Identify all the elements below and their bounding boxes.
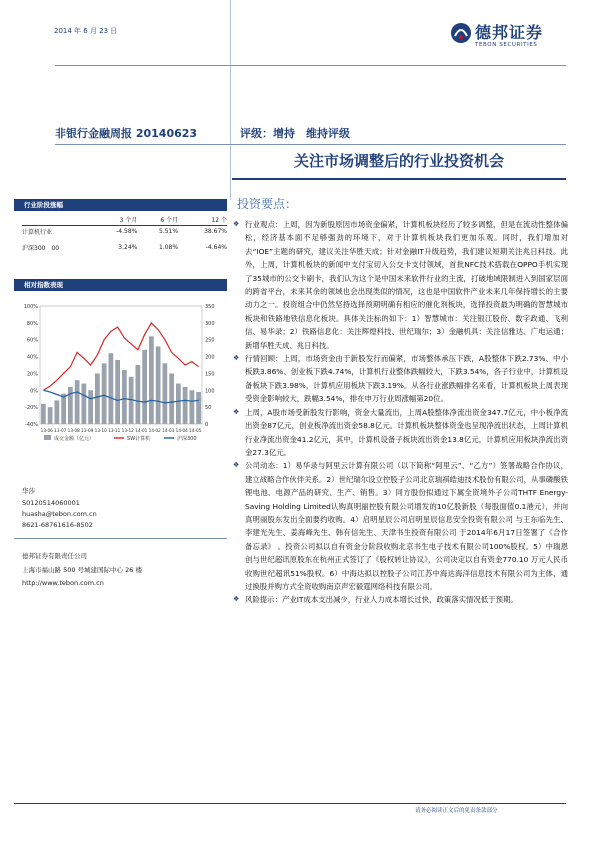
- y-left-tick-label: 80%: [26, 320, 38, 327]
- y-left-tick-label: 40%: [26, 354, 38, 361]
- volume-bar: [95, 373, 100, 424]
- volume-bar: [109, 353, 114, 424]
- legend-label: SW计算机: [127, 436, 151, 442]
- y-right-tick-label: 200: [205, 354, 215, 361]
- y-right-tick-label: 350: [205, 304, 215, 310]
- perf-col-header: 6 个月: [160, 217, 179, 224]
- paragraph-company-news: [233, 459, 568, 593]
- report-title: 非银行金融周报 20140623: [55, 127, 198, 140]
- company-url[interactable]: http://www.tebon.com.cn: [22, 579, 104, 587]
- volume-bar: [102, 363, 107, 424]
- x-tick-label: 13-08: [67, 428, 80, 433]
- perf-cell: 5.51%: [137, 226, 178, 238]
- bullet-icon: ❖: [233, 595, 240, 604]
- company-logo: [450, 20, 565, 56]
- volume-bar: [183, 387, 188, 424]
- volume-bar: [176, 384, 181, 424]
- volume-bar: [82, 384, 87, 424]
- logo-text-en: TEBON SECURITIES: [475, 42, 538, 48]
- y-right-tick-label: 100: [205, 388, 215, 395]
- analyst-email[interactable]: huasha@tebon.com.cn: [22, 510, 97, 518]
- perf-table: [22, 214, 227, 253]
- paragraph-text: 行业观点：上周，因为新股原因市场资金偏紧，计算机板块经历了较多调整，但是在流动性整体偏松，经济基本面不足够强劲的环境下，对于计算机板块我们更加乐观。同时，我们增加对去“IOE”主题的研究，建议关注华胜天成；针对金融IT升级趋势，我们建议短期关注兆日科技。此外，上周，计算机板块的新闻中支付宝切入公交卡支付领域，首批NFC技术搭载在OPPO手机实现了35城市的公交卡刷卡，我们认为这个是中国未来软件行业的主流，打破地域限制进入到国家层面的跨省平台，未来其余的领域也会出现类似的情况，这也是中国软件产业未来几年保持增长的主要动力之一。投资组合中仍然坚持选择预期明确有相应的催化剂板块，选择投资最为明确的智慧城市板块和铁路地铁信息化板块。具体关注标的如下：1）智慧城市：关注银江股份、数字政通、飞利信、易华录；2）铁路信息化：关注辉煌科技、世纪瑞尔；3）金融机具：关注信雅达、广电运通；新增华胜天成、兆日科技。: [245, 220, 568, 350]
- y-left-tick-label: -20%: [25, 405, 38, 412]
- analyst-phone: 8621-68761616-8502: [22, 521, 93, 529]
- x-tick-label: 14-03: [162, 428, 175, 433]
- section-heading: 投资要点：: [237, 197, 298, 211]
- x-tick-label: 13-09: [81, 428, 94, 433]
- company-address: 上海市福山路 500 号城建国际中心 26 楼: [22, 566, 142, 574]
- volume-bar: [163, 363, 168, 424]
- perf-row-name: 沪深300 00: [22, 245, 60, 252]
- paragraph-text: 行情回顾：上周，市场资金由于新股发行而偏紧，市场整体承压下跌，A股整体下跌2.73%、中小板跌3.86%、创业板下跌4.74%，计算机行业整体跌幅较大，下跌3.54%，各子行业中，计算机设备板块下跌3.98%，计算机应用板块下跌3.19%。从各行业涨跌幅排名来看，计算机板块上周表现受资金影响较大，跌幅3.54%，排在申万行业周涨幅第20位。: [245, 354, 568, 404]
- perf-col-header: 12 个: [211, 217, 227, 224]
- y-left-tick-label: 60%: [26, 337, 38, 344]
- logo-mark-icon: [450, 22, 472, 44]
- analyst-name: 华莎: [22, 487, 35, 495]
- y-left-tick-label: 100%: [23, 304, 38, 310]
- x-tick-label: 14-04: [175, 428, 188, 433]
- volume-bar: [68, 387, 73, 424]
- volume-bar: [75, 380, 80, 424]
- x-tick-label: 13-06: [40, 428, 53, 433]
- volume-bar: [115, 360, 120, 424]
- y-left-tick-label: 0%: [30, 388, 38, 395]
- legend-label: 成交金额（亿元）: [54, 436, 95, 442]
- analyst-id: S0120514060001: [22, 499, 80, 507]
- paragraph-text: 风险提示：产业IT成本支出减少，行业人力成本增长过快，政策落实情况低于预期。: [245, 595, 518, 605]
- bullet-icon: ❖: [233, 354, 240, 363]
- x-tick-label: 14-05: [189, 428, 202, 433]
- volume-bar: [122, 370, 127, 424]
- title-rule: [55, 144, 566, 145]
- x-tick-label: 13-12: [121, 428, 134, 433]
- volume-bar: [55, 400, 60, 424]
- y-left-tick-label: -40%: [25, 422, 38, 428]
- perf-cell: 3.24%: [118, 244, 138, 251]
- volume-bar: [190, 390, 195, 424]
- logo-text-cn: 德邦证券: [475, 23, 544, 42]
- x-tick-label: 14-02: [148, 428, 161, 433]
- perf-cell: -4.64%: [205, 244, 227, 251]
- perf-header-row: [22, 214, 227, 226]
- volume-bar: [41, 404, 46, 424]
- table-row: [22, 237, 227, 253]
- y-right-tick-label: 300: [205, 320, 215, 327]
- y-right-tick-label: 50: [205, 405, 212, 412]
- paragraph-text: 公司动态：1）易华录与阿里云计算有限公司（以下简称“阿里云”、“乙方”）签署战略合作协议，建立战略合作伙伴关系。2）世纪瑞尔设立控股子公司北京瑞祺皓迪技术股份有限公司，从事磷酸铁锂电池、电源产品的研究、生产、销售。3）同方股份拟通过下属全资境外子公司THTF Energy-Saving Holding Limited认购真明丽控股有限公司增发的10亿股新股（每股面值0.1港元），并向真明丽股东发出全面要约收购。4）启明星辰公司启明星辰信息安全投资有限公司 与王东临先生、李建光先生、姜海峰先生、韩有信先生、天津书生投资有限公司 于2014年6月17日签署了《合作备忘录》 。投资公司拟以自有资金分阶段收购北京书生电子技术有限公司100%股权。5）中瑞恩创与世纪超讯原股东在杭州正式签订了《股权转让协议》，公司决定以自有资金770.10 万元人民币收购世纪超讯51%股权。6）中海达拟以控股子公司江苏中海达海洋信息技术有限公司为主体，通过换股并购方式全资收购南京声宏毅霆网络科技有限公司。: [245, 461, 568, 591]
- volume-bar: [156, 346, 161, 424]
- header-rule: [55, 65, 566, 66]
- main-content: [233, 218, 568, 607]
- x-tick-label: 13-07: [54, 428, 67, 433]
- table-row: [22, 226, 227, 238]
- volume-bar: [142, 350, 147, 424]
- paragraph-risk: [233, 593, 568, 606]
- bullet-icon: ❖: [233, 220, 240, 228]
- perf-cell: 1.08%: [159, 244, 179, 251]
- footer-rule: [14, 803, 566, 804]
- legend-label: 沪深300: [177, 436, 197, 442]
- bullet-icon: ❖: [233, 407, 240, 416]
- y-left-tick-label: 20%: [26, 371, 38, 378]
- paragraph-view: [233, 218, 568, 352]
- volume-bar: [196, 392, 201, 424]
- volume-bar: [149, 336, 154, 424]
- paragraph-text: 上周，A股市场受新股发行影响，资金大量流出，上周A股整体净流出资金347.7亿元，中小板净流出资金87亿元，创业板净流出资金58.8亿元。计算机板块整体资金也呈现净流出状态，上周计算机行业净流出资金41.2亿元，其中，计算机设备子板块流出资金13.8亿元，计算机应用板块净流出资金27.3亿元。: [245, 407, 568, 457]
- rating-label: 评级：增持 维持评级: [240, 127, 350, 140]
- page-headline: 关注市场调整后的行业投资机会: [293, 152, 504, 170]
- chart-svg: [14, 302, 227, 444]
- legend-swatch: [44, 435, 51, 440]
- footer-disclaimer: 请务必阅读正文后的免责条款部分: [415, 808, 498, 814]
- perf-col-header: 3 个月: [119, 217, 138, 224]
- y-right-tick-label: 0: [205, 422, 209, 428]
- x-tick-label: 13-11: [108, 428, 121, 433]
- relative-index-chart: [14, 302, 227, 444]
- chart-section-title: 相对指数表现: [14, 279, 227, 291]
- column-divider: [230, 0, 231, 200]
- volume-bar: [48, 407, 53, 424]
- report-date: 2014 年 6 月 23 日: [54, 27, 118, 35]
- volume-bar: [61, 394, 66, 424]
- volume-bar: [88, 390, 93, 424]
- perf-row-name: 计算机行业: [22, 226, 92, 238]
- volume-bar: [136, 365, 141, 424]
- perf-cell: 38.67%: [178, 226, 227, 238]
- paragraph-review: [233, 352, 568, 406]
- x-tick-label: 14-01: [135, 428, 148, 433]
- y-right-tick-label: 250: [205, 337, 215, 344]
- company-name: 德邦证券有限责任公司: [22, 552, 87, 560]
- contact-divider: [14, 538, 227, 539]
- y-right-tick-label: 150: [205, 371, 215, 378]
- volume-bar: [169, 373, 174, 424]
- perf-cell: -4.58%: [92, 226, 137, 238]
- headline-rule: [232, 178, 566, 180]
- bullet-icon: ❖: [233, 461, 240, 470]
- paragraph-flows: [233, 406, 568, 460]
- x-tick-label: 13-10: [94, 428, 107, 433]
- perf-section-title: 行业阶段涨幅: [14, 199, 227, 211]
